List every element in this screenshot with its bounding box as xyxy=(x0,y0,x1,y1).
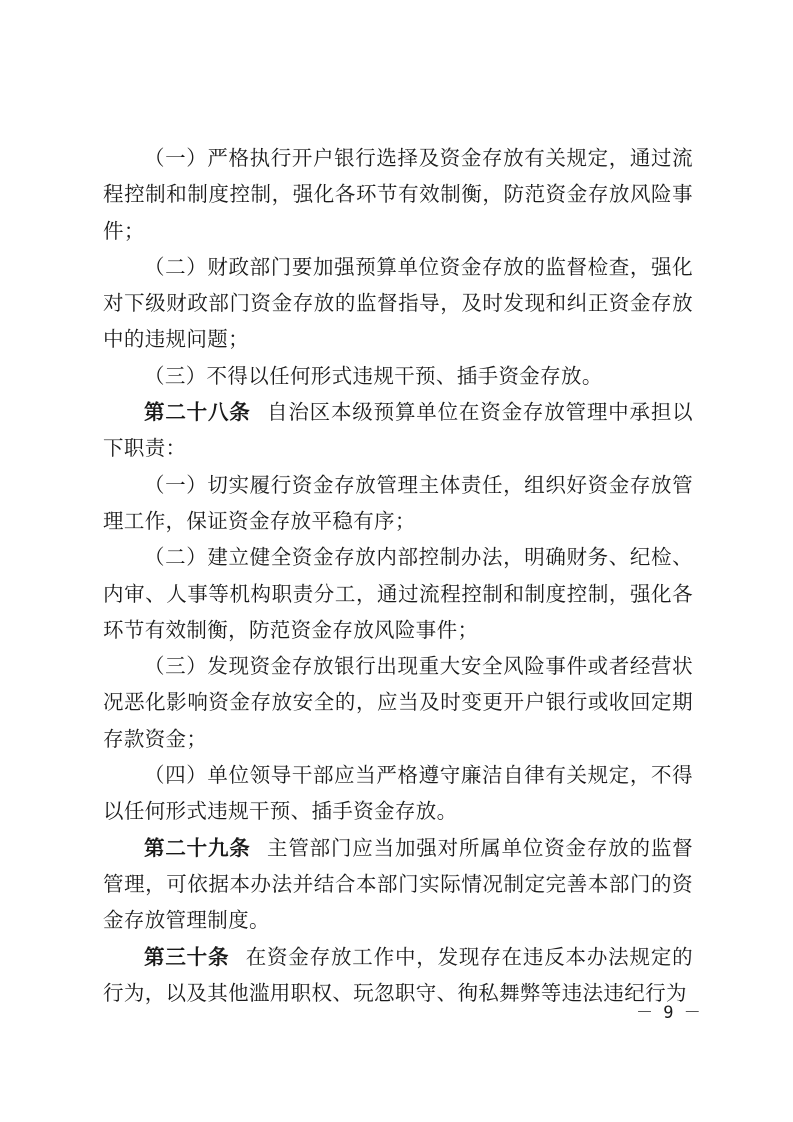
article-28 xyxy=(103,394,693,467)
article-30-heading: 第三十条 xyxy=(144,944,230,969)
document-body xyxy=(103,140,693,1011)
page-number: － 9 － xyxy=(636,1003,701,1023)
paragraph-6: （二）建立健全资金存放内部控制办法，明确财务、纪检、内审、人事等机构职责分工，通过流程控制和制度控制，强化各环节有效制衡，防范资金存放风险事件； xyxy=(103,545,693,642)
article-30-text: 在资金存放工作中，发现存在违反本办法规定的行为，以及其他滥用职权、玩忽职守、徇私舞弊等违法违纪行为 xyxy=(103,944,693,1005)
paragraph-1: （一）严格执行开户银行选择及资金存放有关规定，通过流程控制和制度控制，强化各环节有效制衡，防范资金存放风险事件； xyxy=(103,146,693,243)
paragraph-2: （二）财政部门要加强预算单位资金存放的监督检查，强化对下级财政部门资金存放的监督指导，及时发现和纠正资金存放中的违规问题； xyxy=(103,254,693,352)
article-28-text: 自治区本级预算单位在资金存放管理中承担以下职责： xyxy=(103,400,694,461)
paragraph-3: （三）不得以任何形式违规干预、插手资金存放。 xyxy=(144,363,603,388)
article-29 xyxy=(103,830,693,939)
article-29-text: 主管部门应当加强对所属单位资金存放的监督管理，可依据本办法并结合本部门实际情况制定完善本部门的资金存放管理制度。 xyxy=(103,835,694,933)
article-28-heading: 第二十八条 xyxy=(144,400,251,425)
article-30 xyxy=(103,939,693,1012)
paragraph-7: （三）发现资金存放银行出现重大安全风险事件或者经营状况恶化影响资金存放安全的，应当及时变更开户银行或收回定期存款资金； xyxy=(103,654,693,751)
paragraph-5: （一）切实履行资金存放管理主体责任，组织好资金存放管理工作，保证资金存放平稳有序； xyxy=(103,472,693,533)
article-29-heading: 第二十九条 xyxy=(144,835,251,860)
paragraph-8: （四）单位领导干部应当严格遵守廉洁自律有关规定，不得以任何形式违规干预、插手资金存放。 xyxy=(103,763,693,824)
